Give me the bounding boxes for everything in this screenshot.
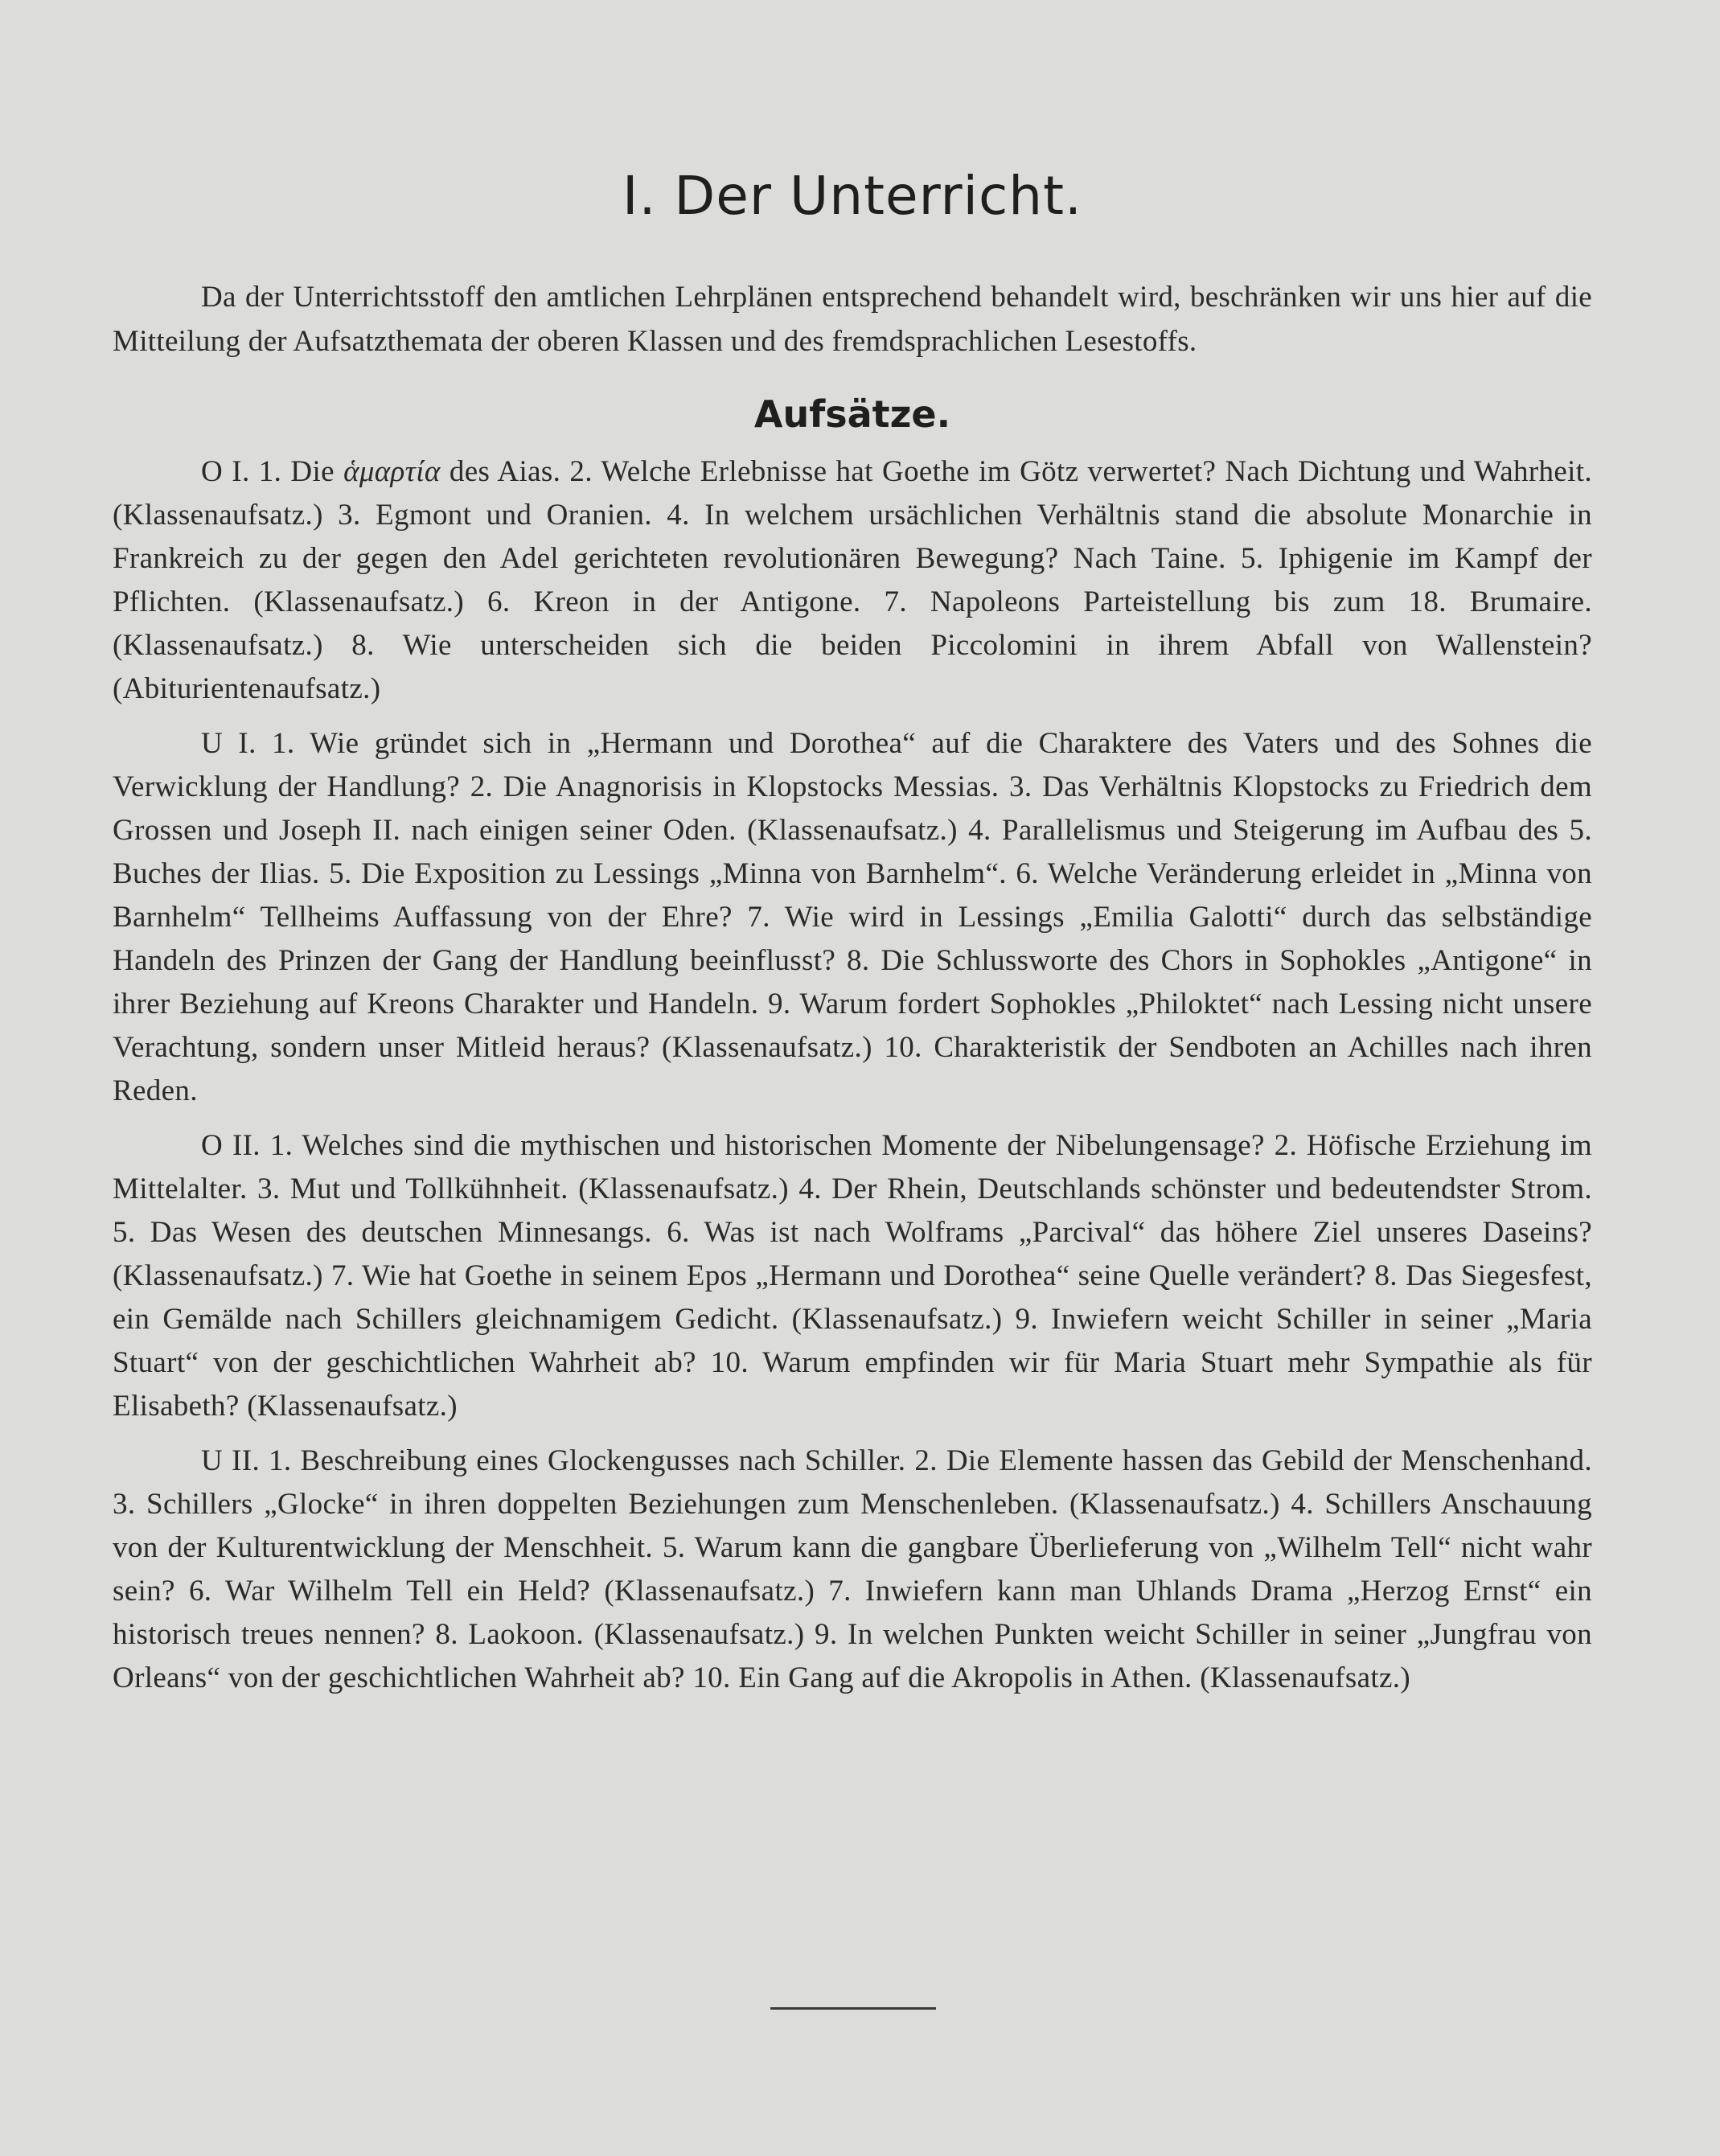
document-content <box>113 165 1592 1711</box>
oi-text-start: O I. 1. Die <box>201 455 344 488</box>
uii-topics-paragraph: U II. 1. Beschreibung eines Glockengusses nach Schiller. 2. Die Elemente hassen das Gebild der Menschenhand. 3. Schillers „Glocke“ in ihren doppelten Beziehungen zum Menschenleben. (Klassenaufsatz.) 4. Schillers Anschauung von der Kulturentwicklung der Menschheit. 5. Warum kann die gangbare Überlieferung von „Wilhelm Tell“ nicht wahr sein? 6. War Wilhelm Tell ein Held? (Klassenaufsatz.) 7. Inwiefern kann man Uhlands Drama „Herzog Ernst“ ein historisch treues nennen? 8. Laokoon. (Klassenaufsatz.) 9. In welchen Punkten weicht Schiller in seiner „Jungfrau von Orleans“ von der geschichtlichen Wahrheit ab? 10. Ein Gang auf die Akropolis in Athen. (Klassenaufsatz.) <box>113 1444 1592 1694</box>
ui-topics-paragraph: U I. 1. Wie gründet sich in „Hermann und Dorothea“ auf die Charaktere des Vaters und des Sohnes die Verwicklung der Handlung? 2. Die Anagnorisis in Klopstocks Messias. 3. Das Verhältnis Klopstocks zu Friedrich dem Grossen und Joseph II. nach einigen seiner Oden. (Klassenaufsatz.) 4. Parallelismus und Steigerung im Aufbau des 5. Buches der Ilias. 5. Die Exposition zu Lessings „Minna von Barnhelm“. 6. Welche Veränderung erleidet in „Minna von Barnhelm“ Tellheims Auffassung von der Ehre? 7. Wie wird in Lessings „Emilia Galotti“ durch das selbständige Handeln des Prinzen der Gang der Handlung beeinflusst? 8. Die Schlussworte des Chors in Sophokles „Antigone“ in ihrer Beziehung auf Kreons Charakter und Handeln. 9. Warum fordert Sophokles „Philoktet“ nach Lessing nicht unsere Verachtung, sondern unser Mitleid heraus? (Klassenaufsatz.) 10. Charakteristik der Sendboten an Achilles nach ihren Reden. <box>113 727 1592 1107</box>
greek-word: ἁμαρτία <box>343 455 441 488</box>
oi-topics-paragraph <box>113 450 1592 711</box>
closing-rule <box>770 2007 936 2010</box>
page-title: I. Der Unterricht. <box>622 165 1082 227</box>
oi-text-rest: des Aias. 2. Welche Erlebnisse hat Goethe im Götz verwertet? Nach Dichtung und Wahrheit. (Klassenaufsatz.) 3. Egmont und Oranien. 4. In welchem ursächlichen Verhältnis stand die absolute Monarchie in Frankreich zu der gegen den Adel gerichteten revolutionären Bewegung? Nach Taine. 5. Iphigenie im Kampf der Pflichten. (Klassenaufsatz.) 6. Kreon in der Antigone. 7. Napoleons Parteistellung bis zum 18. Brumaire. (Klassenaufsatz.) 8. Wie unterscheiden sich die beiden Piccolomini in ihrem Abfall von Wallenstein? (Abiturientenaufsatz.) <box>113 455 1592 705</box>
oii-topics-paragraph: O II. 1. Welches sind die mythischen und historischen Momente der Nibelungensage? 2. Höfische Erziehung im Mittelalter. 3. Mut und Tollkühnheit. (Klassenaufsatz.) 4. Der Rhein, Deutschlands schönster und bedeutendster Strom. 5. Das Wesen des deutschen Minnesangs. 6. Was ist nach Wolframs „Parcival“ das höhere Ziel unseres Daseins? (Klassenaufsatz.) 7. Wie hat Goethe in seinem Epos „Hermann und Dorothea“ seine Quelle verändert? 8. Das Siegesfest, ein Gemälde nach Schillers gleichnamigem Gedicht. (Klassenaufsatz.) 9. Inwiefern weicht Schiller in seiner „Maria Stuart“ von der geschichtlichen Wahrheit ab? 10. Warum empfinden wir für Maria Stuart mehr Sympathie als für Elisabeth? (Klassenaufsatz.) <box>113 1129 1592 1423</box>
intro-paragraph: Da der Unterrichtsstoff den amtlichen Lehrplänen entsprechend behandelt wird, beschränken wir uns hier auf die Mitteilung der Aufsatzthemata der oberen Klassen und des fremdsprachlichen Lesestoffs. <box>113 281 1592 358</box>
section-title: Aufsätze. <box>753 392 951 436</box>
